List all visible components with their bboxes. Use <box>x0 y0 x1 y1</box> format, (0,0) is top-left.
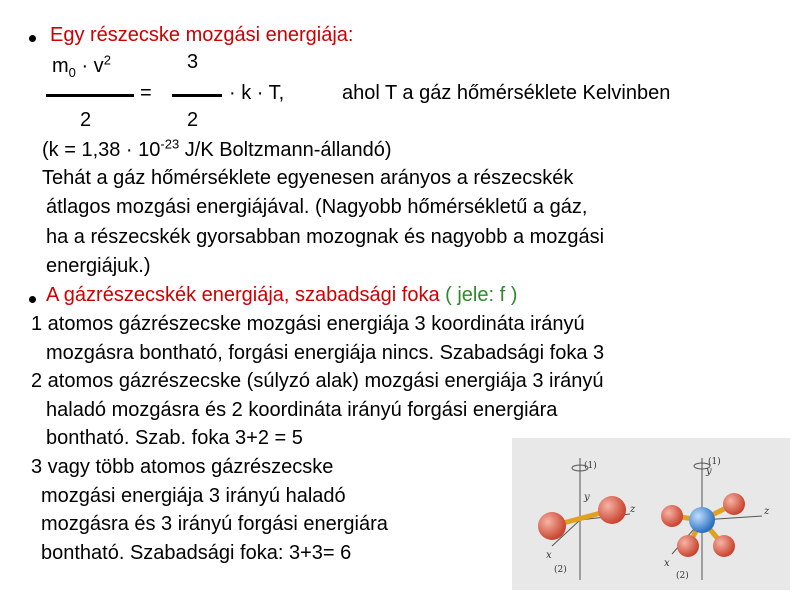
diatomic-molecule <box>538 458 636 580</box>
axis-label-x-left: x <box>546 550 552 561</box>
axis-label-z-left: z <box>630 504 636 515</box>
degrees-line-7: mozgási energiája 3 irányú haladó <box>41 485 346 507</box>
bullet1-title: Egy részecske mozgási energiája: <box>50 24 354 46</box>
fraction-bar-left <box>46 94 134 97</box>
degrees-line-3: 2 atomos gázrészecske (súlyzó alak) mozgási energiája 3 irányú <box>31 370 604 392</box>
bullet-point-1 <box>29 35 36 42</box>
degrees-line-4: haladó mozgásra és 2 koordináta irányú forgási energiára <box>46 399 558 421</box>
atom-left-2 <box>598 496 626 524</box>
formula-equals: = <box>140 82 152 104</box>
paragraph-line-1: Tehát a gáz hőmérséklete egyenesen arányos a részecskék <box>42 167 574 189</box>
paragraph-line-4: energiájuk.) <box>46 255 151 277</box>
atom-left-1 <box>538 512 566 540</box>
formula-denominator-right: 2 <box>187 109 199 131</box>
degrees-line-1: 1 atomos gázrészecske mozgási energiája 3 koordináta irányú <box>31 313 585 335</box>
formula-numerator-right: 3 <box>187 51 199 73</box>
paragraph-line-3: ha a részecskék gyorsabban mozognak és nagyobb a mozgási <box>46 226 605 248</box>
degrees-line-8: mozgásra és 3 irányú forgási energiára <box>41 513 388 535</box>
bullet-point-2 <box>29 296 36 303</box>
atom-right-center <box>689 507 715 533</box>
molecule-svg <box>512 438 790 590</box>
atom-right-3 <box>713 535 735 557</box>
degrees-line-9: bontható. Szabadsági foka: 3+3= 6 <box>41 542 352 564</box>
axis-label-z-right: z <box>764 506 770 517</box>
molecule-illustration <box>512 438 790 590</box>
degrees-line-5: bontható. Szab. foka 3+2 = 5 <box>46 427 303 449</box>
formula-where: ahol T a gáz hőmérséklete Kelvinben <box>342 82 671 104</box>
axis-label-y-right: y <box>706 466 712 477</box>
formula-denominator-left: 2 <box>80 109 92 131</box>
degrees-line-2: mozgásra bontható, forgási energiája nincs. Szabadsági foka 3 <box>46 342 605 364</box>
polyatomic-molecule <box>661 456 770 581</box>
rotation-label-1-right: (1) <box>708 457 721 467</box>
degrees-line-6: 3 vagy több atomos gázrészecske <box>31 456 334 478</box>
bullet2-title: A gázrészecskék energiája, szabadsági foka ( jele: f ) <box>46 284 518 306</box>
fraction-bar-right <box>172 94 222 97</box>
rotation-label-1-left: (1) <box>584 461 597 471</box>
rotation-label-2-left: (2) <box>554 565 567 575</box>
formula-rhs: · k · T, <box>229 82 285 104</box>
formula-numerator-left: $m_0 \cdot v^2$ <box>52 52 111 80</box>
atom-right-1 <box>661 505 683 527</box>
rotation-label-2-right: (2) <box>676 571 689 581</box>
paragraph-line-2: átlagos mozgási energiájával. (Nagyobb hőmérsékletű a gáz, <box>46 196 588 218</box>
atom-right-2 <box>723 493 745 515</box>
boltzmann-constant: ($k = 1,38 \cdot 10^{-23}$ J/K Boltzmann-állandó) <box>42 136 392 161</box>
atom-right-4 <box>677 535 699 557</box>
axis-label-x-right: x <box>664 558 670 569</box>
axis-label-y-left: y <box>584 492 590 503</box>
